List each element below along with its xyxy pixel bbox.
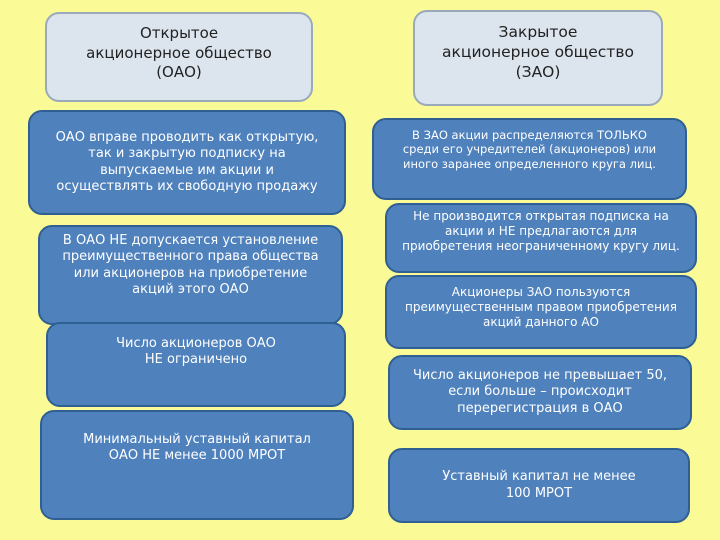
oao-item-shareholders-text: Число акционеров ОАО НЕ ограничено [116,336,276,368]
oao-item-capital-text: Минимальный уставный капитал ОАО НЕ менее 1000 МРОТ [83,432,311,464]
oao-item-subscription-text: ОАО вправе проводить как открытую, так и закрытую подписку на выпускаемые им акции и осуществлять их свободную продажу [55,130,319,194]
zao-item-shareholders-limit-text: Число акционеров не превышает 50, если больше – происходит перерегистрация в ОАО [412,368,667,416]
zao-header-text: Закрытое акционерное общество (ЗАО) [442,23,634,82]
zao-item-distribution [372,118,687,200]
zao-item-preemptive-right [385,275,697,349]
oao-header-text: Открытое акционерное общество (ОАО) [86,24,272,81]
zao-item-capital-text: Уставный капитал не менее 100 МРОТ [442,469,636,501]
zao-item-distribution-text: В ЗАО акции распределяются ТОЛЬКО среди его учредителей (акционеров) или иного заранее определенного круга лиц. [402,128,657,171]
zao-header [413,10,663,106]
zao-item-no-public-offer [385,203,697,273]
oao-item-preemptive-right-text: В ОАО НЕ допускается установление преимущественного права общества или акционеров на приобретение акций этого ОАО [62,233,319,297]
oao-item-subscription [28,110,346,215]
oao-item-shareholders [46,322,346,407]
zao-item-shareholders-limit [388,355,692,430]
oao-item-capital [40,410,354,520]
oao-header [45,12,313,102]
zao-item-capital [388,448,690,523]
zao-item-preemptive-right-text: Акционеры ЗАО пользуются преимущественным правом приобретения акций данного АО [405,285,677,329]
zao-item-no-public-offer-text: Не производится открытая подписка на акции и НЕ предлагаются для приобретения неограниченному кругу лиц. [402,209,680,253]
oao-item-preemptive-right [38,225,343,325]
